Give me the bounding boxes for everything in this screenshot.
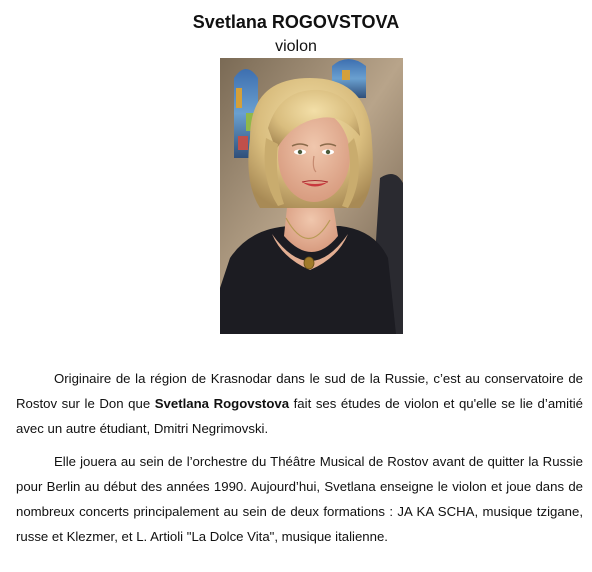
biography: [16, 366, 583, 557]
biography-paragraph-1: Originaire de la région de Krasnodar dans le sud de la Russie, c’est au conservatoire de Rostov sur le Don que Svetlana Rogovstova fait ses études de violon et qu'elle se lie d’amitié avec un autre étudiant, Dmitri Negrimovski.: [16, 371, 584, 436]
page-header: [0, 10, 592, 57]
biography-paragraph-2: Elle jouera au sein de l’orchestre du Théâtre Musical de Rostov avant de quitter la Russie pour Berlin au début des années 1990. Aujourd’hui, Svetlana enseigne le violon et joue dans de nombreux concerts principalement au sein de deux formations : JA KA SCHA, musique tzigane, russe et Klezmer, et L. Artioli "La Dolce Vita", musique italienne.: [16, 454, 583, 544]
musician-name-bold: Svetlana Rogovstova: [154, 396, 290, 411]
musician-instrument: violon: [275, 38, 317, 55]
musician-name: Svetlana ROGOVSTOVA: [192, 12, 400, 32]
portrait-photo: [220, 58, 403, 334]
